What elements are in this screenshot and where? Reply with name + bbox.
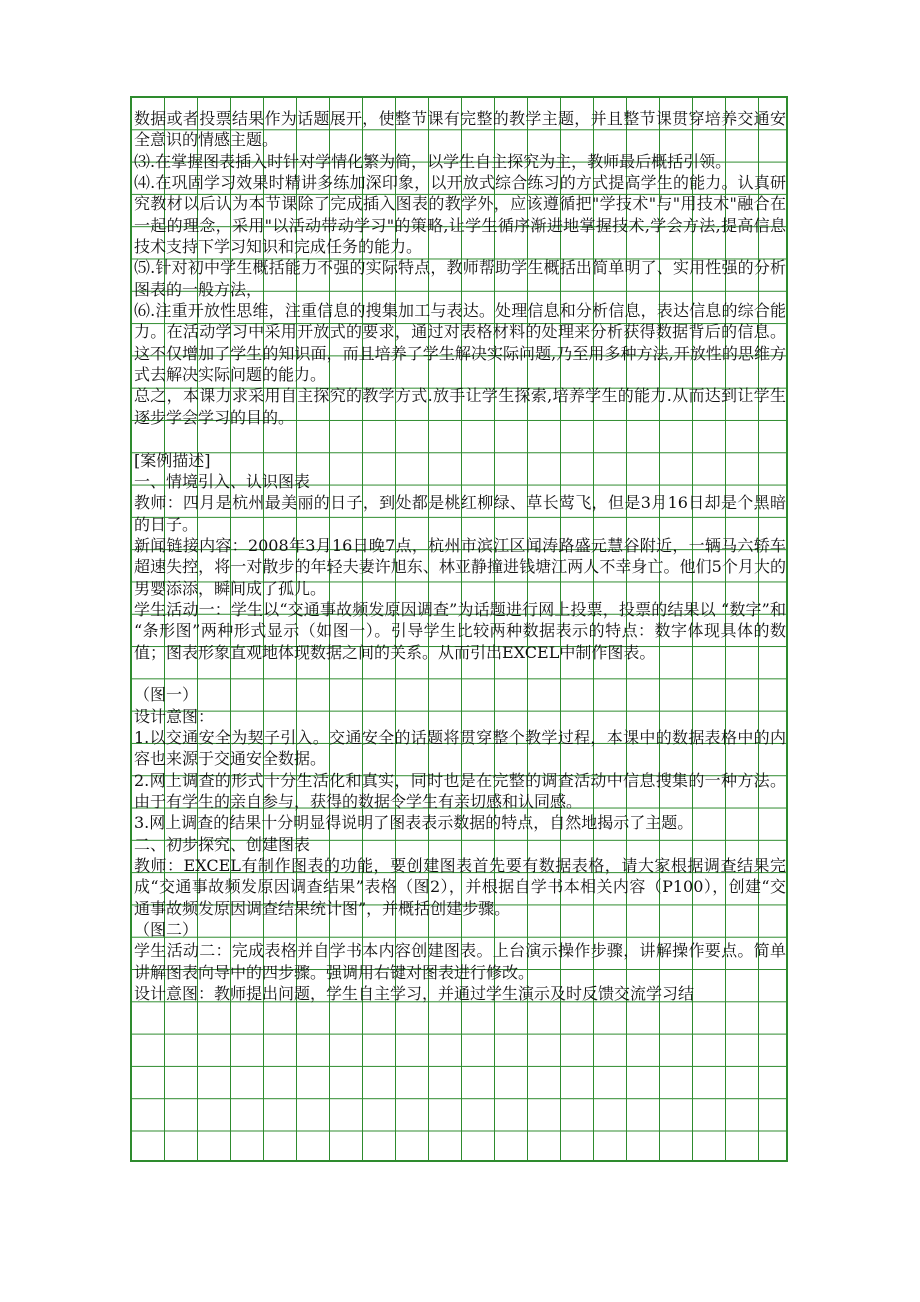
figure-caption: （图二） (134, 920, 199, 940)
section-title: 一、情境引入、认识图表 (134, 471, 311, 491)
paragraph: 总之，本课力求采用自主探究的教学方式.放手让学生探索,培养学生的能力.从而达到让学生逐步学会学习的目的。 (134, 386, 786, 427)
paragraph: 教师：四月是杭州最美丽的日子，到处都是桃红柳绿、草长莺飞，但是3月16日却是个黑暗的日子。 (134, 493, 786, 534)
paragraph: 3.网上调查的结果十分明显得说明了图表表示数据的特点，自然地揭示了主题。 (134, 813, 694, 833)
figure-caption: （图一） (134, 685, 199, 705)
paragraph: 设计意图：教师提出问题，学生自主学习，并通过学生演示及时反馈交流学习结 (134, 984, 695, 1004)
paragraph: ⑶.在掌握图表插入时针对学情化繁为简，以学生自主探究为主，教师最后概括引领。 (134, 151, 732, 171)
paragraph: 1.以交通安全为契子引入。交通安全的话题将贯穿整个教学过程，本课中的数据表格中的内容也来源于交通安全数据。 (134, 727, 786, 769)
grid-paper (130, 96, 788, 1162)
document-body (134, 108, 786, 1004)
paragraph: 学生活动一：学生以“交通事故频发原因调查”为话题进行网上投票，投票的结果以 “数字”和 “条形图”两种形式显示（如图一）。引导学生比较两种数据表示的特点：数字体现具体的数值；图表形象直观地体现数据之间的关系。从而引出EXCEL中制作图表。 (134, 599, 786, 662)
section-heading: [案例描述] (134, 450, 211, 470)
paragraph: ⑸.针对初中学生概括能力不强的实际特点，教师帮助学生概括出简单明了、实用性强的分析图表的一般方法， (134, 258, 786, 299)
paragraph: 数据或者投票结果作为话题展开，使整节课有完整的教学主题，并且整节课贯穿培养交通安全意识的情感主题。 (134, 109, 786, 150)
paragraph: 教师：EXCEL有制作图表的功能，要创建图表首先要有数据表格，请大家根据调查结果完成“交通事故频发原因调查结果”表格（图2），并根据自学书本相关内容（P100），创建“交通事故频发原因调查结果统计图”，并概括创建步骤。 (134, 856, 786, 918)
blank-line (134, 428, 786, 449)
paragraph: 新闻链接内容：2008年3月16日晚7点，杭州市滨江区闻涛路盛元慧谷附近，一辆马六轿车超速失控，将一对散步的年轻夫妻许旭东、林亚静撞进钱塘江两人不幸身亡。他们5个月大的男婴添添，瞬间成了孤儿。 (134, 535, 786, 598)
paragraph: 学生活动二：完成表格并自学书本内容创建图表。上台演示操作步骤，讲解操作要点。简单讲解图表向导中的四步骤。强调用右键对图表进行修改。 (134, 941, 786, 982)
paragraph: ⑷.在巩固学习效果时精讲多练加深印象，以开放式综合练习的方式提高学生的能力。认真研究教材以后认为本节课除了完成插入图表的教学外，应该遵循把"学技术"与"用技术"融合在一起的理念，采用"以活动带动学习"的策略,让学生循序渐进地掌握技术,学会方法,提高信息技术支持下学习知识和完成任务的能力。 (134, 173, 786, 257)
paragraph: 2.网上调查的形式十分生活化和真实，同时也是在完整的调查活动中信息搜集的一种方法。由于有学生的亲自参与，获得的数据令学生有亲切感和认同感。 (134, 770, 786, 811)
section-title: 二、初步探究、创建图表 (134, 834, 311, 854)
blank-line (134, 663, 786, 684)
paragraph: ⑹.注重开放性思维，注重信息的搜集加工与表达。处理信息和分析信息，表达信息的综合能力。在活动学习中采用开放式的要求，通过对表格材料的处理来分析获得数据背后的信息。这不仅增加了学生的知识面，而且培养了学生解决实际问题,乃至用多种方法,开放性的思维方式去解决实际问题的能力。 (134, 301, 786, 385)
paragraph: 设计意图： (134, 706, 215, 726)
